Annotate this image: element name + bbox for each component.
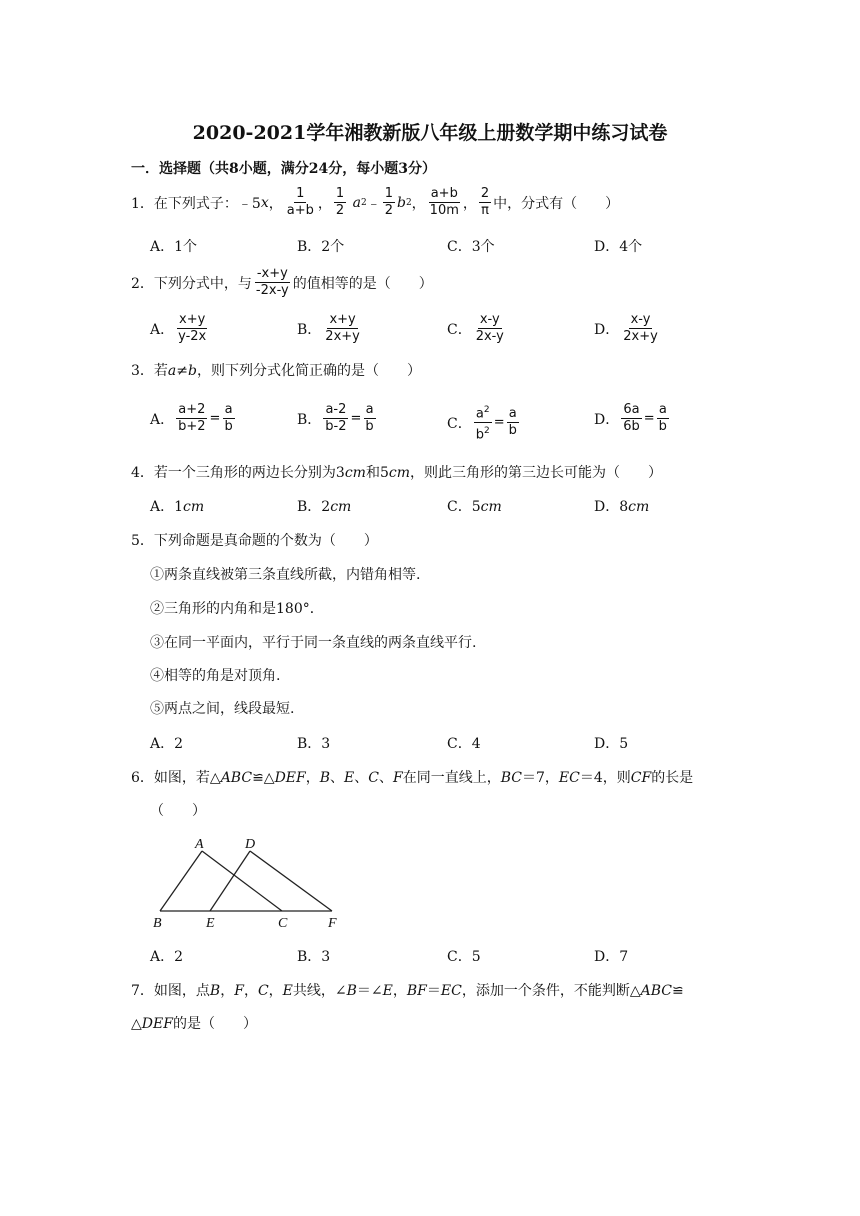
label-d: D [245,837,256,852]
fraction: $\frac{a}{b}$ [508,406,517,439]
fraction: $\frac{a}{b}$ [224,402,233,434]
statement-4: ④相等的角是对顶角. [150,668,281,684]
option-c[interactable]: C． $\frac{x-y}{2x-y}$ [447,312,504,344]
fraction: $\frac{a^2}{b^2}$ [474,402,492,444]
label-a: A [195,837,204,852]
statement-2: ②三角形的内角和是180°． [150,601,324,617]
question-5-stem: 5．下列命题是真命题的个数为（ ） [131,533,378,549]
option-a[interactable]: A．2 [150,949,184,965]
option-b[interactable]: B．2cm [297,499,352,515]
question-7-stem: 7．如图，点B，F，C，E共线，∠B＝∠E，BF＝EC，添加一个条件，不能判断△ABC≌ [131,983,684,999]
question-6-stem: 6．如图，若△ABC≌△DEF，B、E、C、F在同一直线上，BC＝7，EC＝4，则CF的长是 [131,770,694,786]
option-b[interactable]: B． $\frac{x+y}{2x+y}$ [297,312,360,344]
fraction: $\frac{x+y}{y-2x}$ [178,312,207,344]
fraction: $\frac{a+2}{b+2}$ [178,402,206,434]
statement-3: ③在同一平面内，平行于同一条直线的两条直线平行. [150,635,477,651]
fraction: $\frac{2}{\pi}$ [480,186,490,218]
fraction: $\frac{a}{b}$ [658,402,667,434]
fraction: $\frac{6a}{6b}$ [623,402,640,434]
option-b[interactable]: B． $\frac{a-2}{b-2}$ = $\frac{a}{b}$ [297,402,374,434]
option-c[interactable]: C．3个 [447,239,495,255]
fraction: $\frac{1}{2}$ [335,186,345,218]
question-3-stem: 3．若a≠b，则下列分式化简正确的是（ ） [131,363,421,379]
label-e: E [206,916,215,931]
fraction: $\frac{-x+y}{-2x-y}$ [255,266,289,298]
option-d[interactable]: D．5 [594,736,629,752]
option-b[interactable]: B．3 [297,949,331,965]
option-d[interactable]: D．7 [594,949,629,965]
option-a[interactable]: A． $\frac{a+2}{b+2}$ = $\frac{a}{b}$ [150,402,233,434]
option-a[interactable]: A．1个 [150,239,198,255]
fraction: $\frac{1}{2}$ [384,186,393,218]
option-a[interactable]: A． $\frac{x+y}{y-2x}$ [150,312,207,344]
option-d[interactable]: D． $\frac{x-y}{2x+y}$ [594,312,658,344]
option-b[interactable]: B．2个 [297,239,345,255]
option-c[interactable]: C．5 [447,949,481,965]
label-c: C [278,916,288,931]
option-c[interactable]: C． $\frac{a^2}{b^2}$ = $\frac{a}{b}$ [447,402,521,444]
option-a[interactable]: A．1cm [150,499,205,515]
fraction: $\frac{x-y}{2x+y}$ [623,312,658,344]
statement-5: ⑤两点之间，线段最短. [150,701,295,717]
question-4-stem: 4．若一个三角形的两边长分别为3cm和5cm，则此三角形的第三边长可能为（ ） [131,465,662,481]
page-title: 2020-2021学年湘教新版八年级上册数学期中练习试卷 [192,122,668,144]
fraction: $\frac{a}{b}$ [365,402,374,434]
option-d[interactable]: D．4个 [594,239,643,255]
question-1-stem: 1．在下列式子：﹣5 x ， $\frac{1}{a+b}$ ， $\frac{1}{2}$ a 2 ﹣ $\frac{1}{2}$ b 2 ， $\frac{a+b}{10m}$ ， $\frac{2}{\pi}$ 中，分式有（ ） [131,186,620,218]
option-a[interactable]: A．2 [150,736,184,752]
fraction: $\frac{1}{a+b}$ [286,186,314,218]
option-c[interactable]: C．4 [447,736,481,752]
label-b: B [153,916,162,931]
triangle-figure [150,832,346,932]
option-c[interactable]: C．5cm [447,499,502,515]
label-f: F [328,916,337,931]
fraction: $\frac{x-y}{2x-y}$ [475,312,504,344]
fraction: $\frac{a-2}{b-2}$ [325,402,347,434]
section-header: 一．选择题（共8小题，满分24分，每小题3分） [131,161,436,177]
fraction: $\frac{a+b}{10m}$ [429,186,459,218]
statement-1: ①两条直线被第三条直线所截，内错角相等. [150,567,421,583]
question-2-stem: 2．下列分式中，与 $\frac{-x+y}{-2x-y}$ 的值相等的是（ ） [131,266,433,298]
question-6-paren: （ ） [150,803,206,819]
question-7-stem-line2: △DEF的是（ ） [131,1016,257,1032]
option-d[interactable]: D． $\frac{6a}{6b}$ = $\frac{a}{b}$ [594,402,667,434]
fraction: $\frac{x+y}{2x+y}$ [325,312,360,344]
option-b[interactable]: B．3 [297,736,331,752]
option-d[interactable]: D．8cm [594,499,650,515]
